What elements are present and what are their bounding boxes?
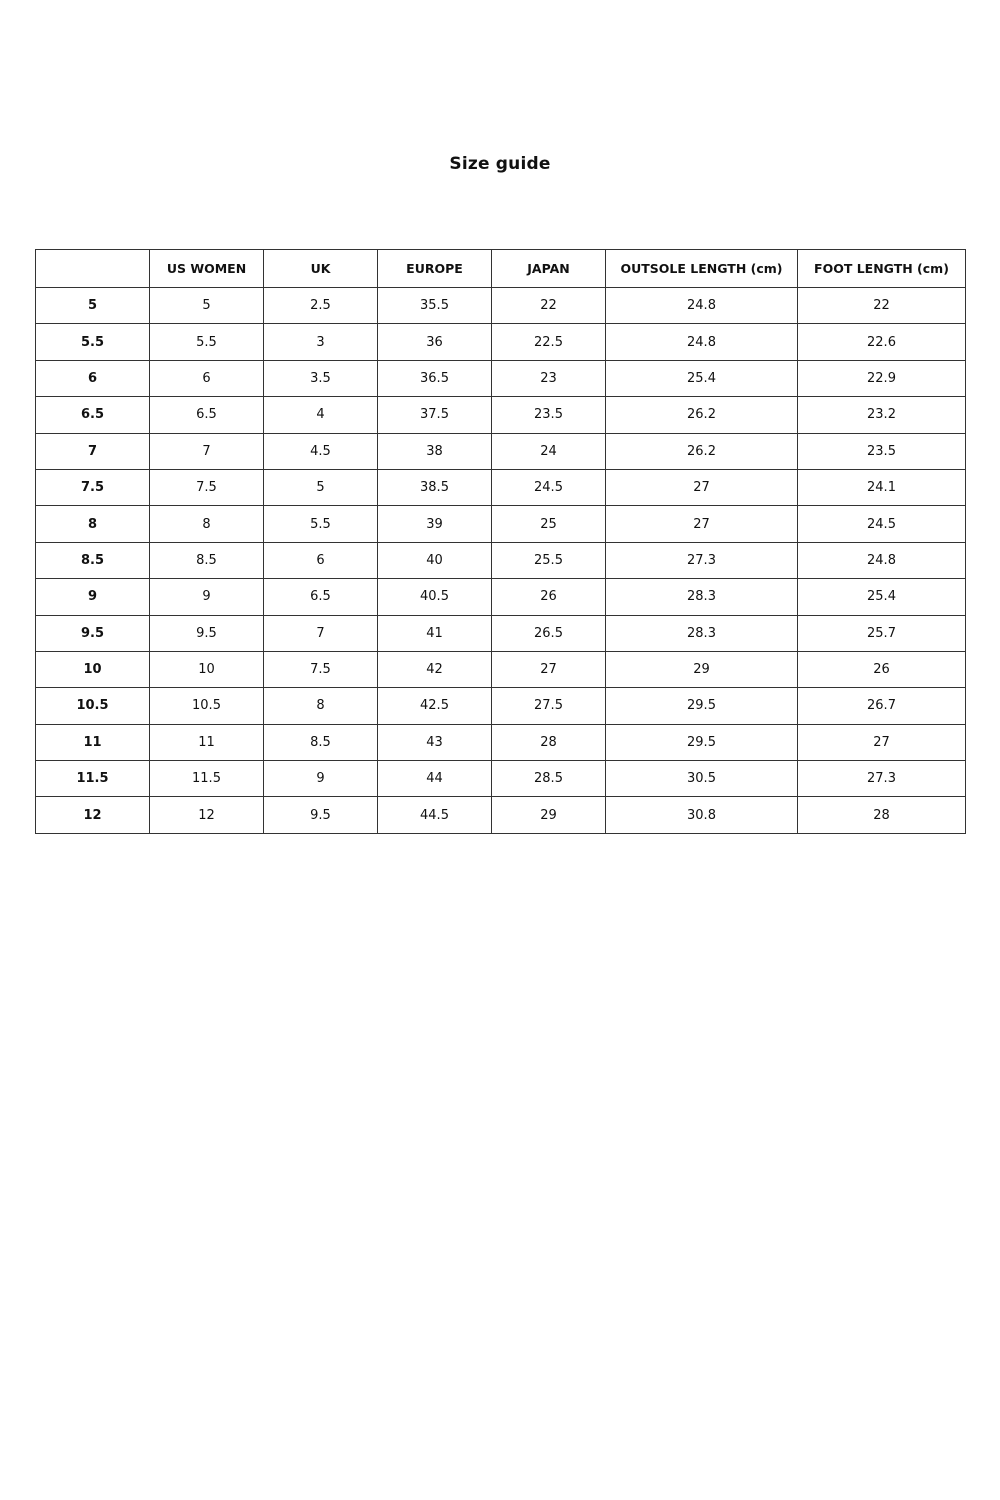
table-cell: 24.8	[606, 288, 798, 324]
table-cell: 38	[378, 433, 492, 469]
table-cell: 6.5	[150, 397, 264, 433]
table-cell: 5	[264, 469, 378, 505]
table-cell: 7	[150, 433, 264, 469]
table-row	[36, 651, 966, 687]
table-cell: 35.5	[378, 288, 492, 324]
table-cell: 29	[606, 651, 798, 687]
table-cell: 6	[150, 360, 264, 396]
table-row	[36, 324, 966, 360]
table-cell: 8.5	[150, 542, 264, 578]
row-size-label: 8.5	[36, 542, 150, 578]
table-cell: 24.5	[798, 506, 966, 542]
table-cell: 9	[150, 579, 264, 615]
table-cell: 29.5	[606, 688, 798, 724]
table-cell: 11.5	[150, 761, 264, 797]
table-cell: 41	[378, 615, 492, 651]
table-cell: 25.7	[798, 615, 966, 651]
table-row	[36, 433, 966, 469]
table-cell: 27.5	[492, 688, 606, 724]
table-cell: 30.8	[606, 797, 798, 833]
table-cell: 26.5	[492, 615, 606, 651]
row-size-label: 6	[36, 360, 150, 396]
column-header: UK	[264, 250, 378, 288]
table-cell: 28.3	[606, 579, 798, 615]
table-cell: 25.4	[606, 360, 798, 396]
table-cell: 30.5	[606, 761, 798, 797]
table-row	[36, 615, 966, 651]
column-header: US WOMEN	[150, 250, 264, 288]
table-cell: 29.5	[606, 724, 798, 760]
table-cell: 28.3	[606, 615, 798, 651]
header-row	[36, 250, 966, 288]
table-row	[36, 688, 966, 724]
table-cell: 26.2	[606, 397, 798, 433]
table-cell: 23	[492, 360, 606, 396]
table-cell: 28	[492, 724, 606, 760]
table-cell: 2.5	[264, 288, 378, 324]
column-header: EUROPE	[378, 250, 492, 288]
table-cell: 8.5	[264, 724, 378, 760]
table-cell: 7.5	[150, 469, 264, 505]
row-size-label: 7	[36, 433, 150, 469]
size-table	[35, 249, 966, 834]
table-cell: 10.5	[150, 688, 264, 724]
table-cell: 43	[378, 724, 492, 760]
table-cell: 36	[378, 324, 492, 360]
table-cell: 44.5	[378, 797, 492, 833]
table-cell: 22.5	[492, 324, 606, 360]
row-size-label: 5.5	[36, 324, 150, 360]
table-cell: 8	[264, 688, 378, 724]
table-row	[36, 397, 966, 433]
table-row	[36, 797, 966, 833]
table-cell: 6.5	[264, 579, 378, 615]
table-cell: 24.8	[798, 542, 966, 578]
table-cell: 28.5	[492, 761, 606, 797]
row-size-label: 9	[36, 579, 150, 615]
table-cell: 3	[264, 324, 378, 360]
table-cell: 42.5	[378, 688, 492, 724]
table-cell: 36.5	[378, 360, 492, 396]
table-body	[36, 288, 966, 834]
table-cell: 24.1	[798, 469, 966, 505]
table-cell: 38.5	[378, 469, 492, 505]
row-size-label: 10.5	[36, 688, 150, 724]
table-cell: 28	[798, 797, 966, 833]
table-cell: 37.5	[378, 397, 492, 433]
row-size-label: 11.5	[36, 761, 150, 797]
table-cell: 22	[798, 288, 966, 324]
table-cell: 11	[150, 724, 264, 760]
table-cell: 24.8	[606, 324, 798, 360]
table-cell: 7.5	[264, 651, 378, 687]
table-cell: 23.2	[798, 397, 966, 433]
table-cell: 26.2	[606, 433, 798, 469]
table-cell: 27	[606, 469, 798, 505]
row-size-label: 8	[36, 506, 150, 542]
table-cell: 40	[378, 542, 492, 578]
table-cell: 40.5	[378, 579, 492, 615]
table-cell: 39	[378, 506, 492, 542]
table-cell: 22.6	[798, 324, 966, 360]
table-cell: 44	[378, 761, 492, 797]
table-row	[36, 579, 966, 615]
table-cell: 24	[492, 433, 606, 469]
row-size-label: 9.5	[36, 615, 150, 651]
table-cell: 29	[492, 797, 606, 833]
table-cell: 22	[492, 288, 606, 324]
table-cell: 10	[150, 651, 264, 687]
table-cell: 24.5	[492, 469, 606, 505]
table-cell: 6	[264, 542, 378, 578]
table-row	[36, 542, 966, 578]
table-cell: 23.5	[798, 433, 966, 469]
table-cell: 26	[492, 579, 606, 615]
table-cell: 12	[150, 797, 264, 833]
table-cell: 27	[798, 724, 966, 760]
table-row	[36, 288, 966, 324]
table-row	[36, 469, 966, 505]
table-cell: 27.3	[606, 542, 798, 578]
table-cell: 25.5	[492, 542, 606, 578]
table-row	[36, 506, 966, 542]
page-title: Size guide	[449, 154, 551, 174]
table-cell: 27	[492, 651, 606, 687]
table-cell: 5	[150, 288, 264, 324]
table-cell: 7	[264, 615, 378, 651]
table-row	[36, 761, 966, 797]
table-cell: 5.5	[150, 324, 264, 360]
row-size-label: 12	[36, 797, 150, 833]
table-cell: 9.5	[150, 615, 264, 651]
column-header: FOOT LENGTH (cm)	[798, 250, 966, 288]
table-row	[36, 724, 966, 760]
table-cell: 8	[150, 506, 264, 542]
table-cell: 42	[378, 651, 492, 687]
table-cell: 4.5	[264, 433, 378, 469]
row-size-label: 6.5	[36, 397, 150, 433]
row-size-label: 10	[36, 651, 150, 687]
table-cell: 27	[606, 506, 798, 542]
column-header: OUTSOLE LENGTH (cm)	[606, 250, 798, 288]
table-header	[36, 250, 966, 288]
table-row	[36, 360, 966, 396]
table-cell: 5.5	[264, 506, 378, 542]
table-cell: 25	[492, 506, 606, 542]
table-cell: 22.9	[798, 360, 966, 396]
table-cell: 27.3	[798, 761, 966, 797]
column-header: JAPAN	[492, 250, 606, 288]
row-size-label: 7.5	[36, 469, 150, 505]
table-cell: 4	[264, 397, 378, 433]
table-cell: 3.5	[264, 360, 378, 396]
table-cell: 9	[264, 761, 378, 797]
row-size-label: 11	[36, 724, 150, 760]
table-cell: 23.5	[492, 397, 606, 433]
column-header	[36, 250, 150, 288]
table-cell: 26	[798, 651, 966, 687]
table-cell: 9.5	[264, 797, 378, 833]
table-cell: 26.7	[798, 688, 966, 724]
row-size-label: 5	[36, 288, 150, 324]
table-cell: 25.4	[798, 579, 966, 615]
